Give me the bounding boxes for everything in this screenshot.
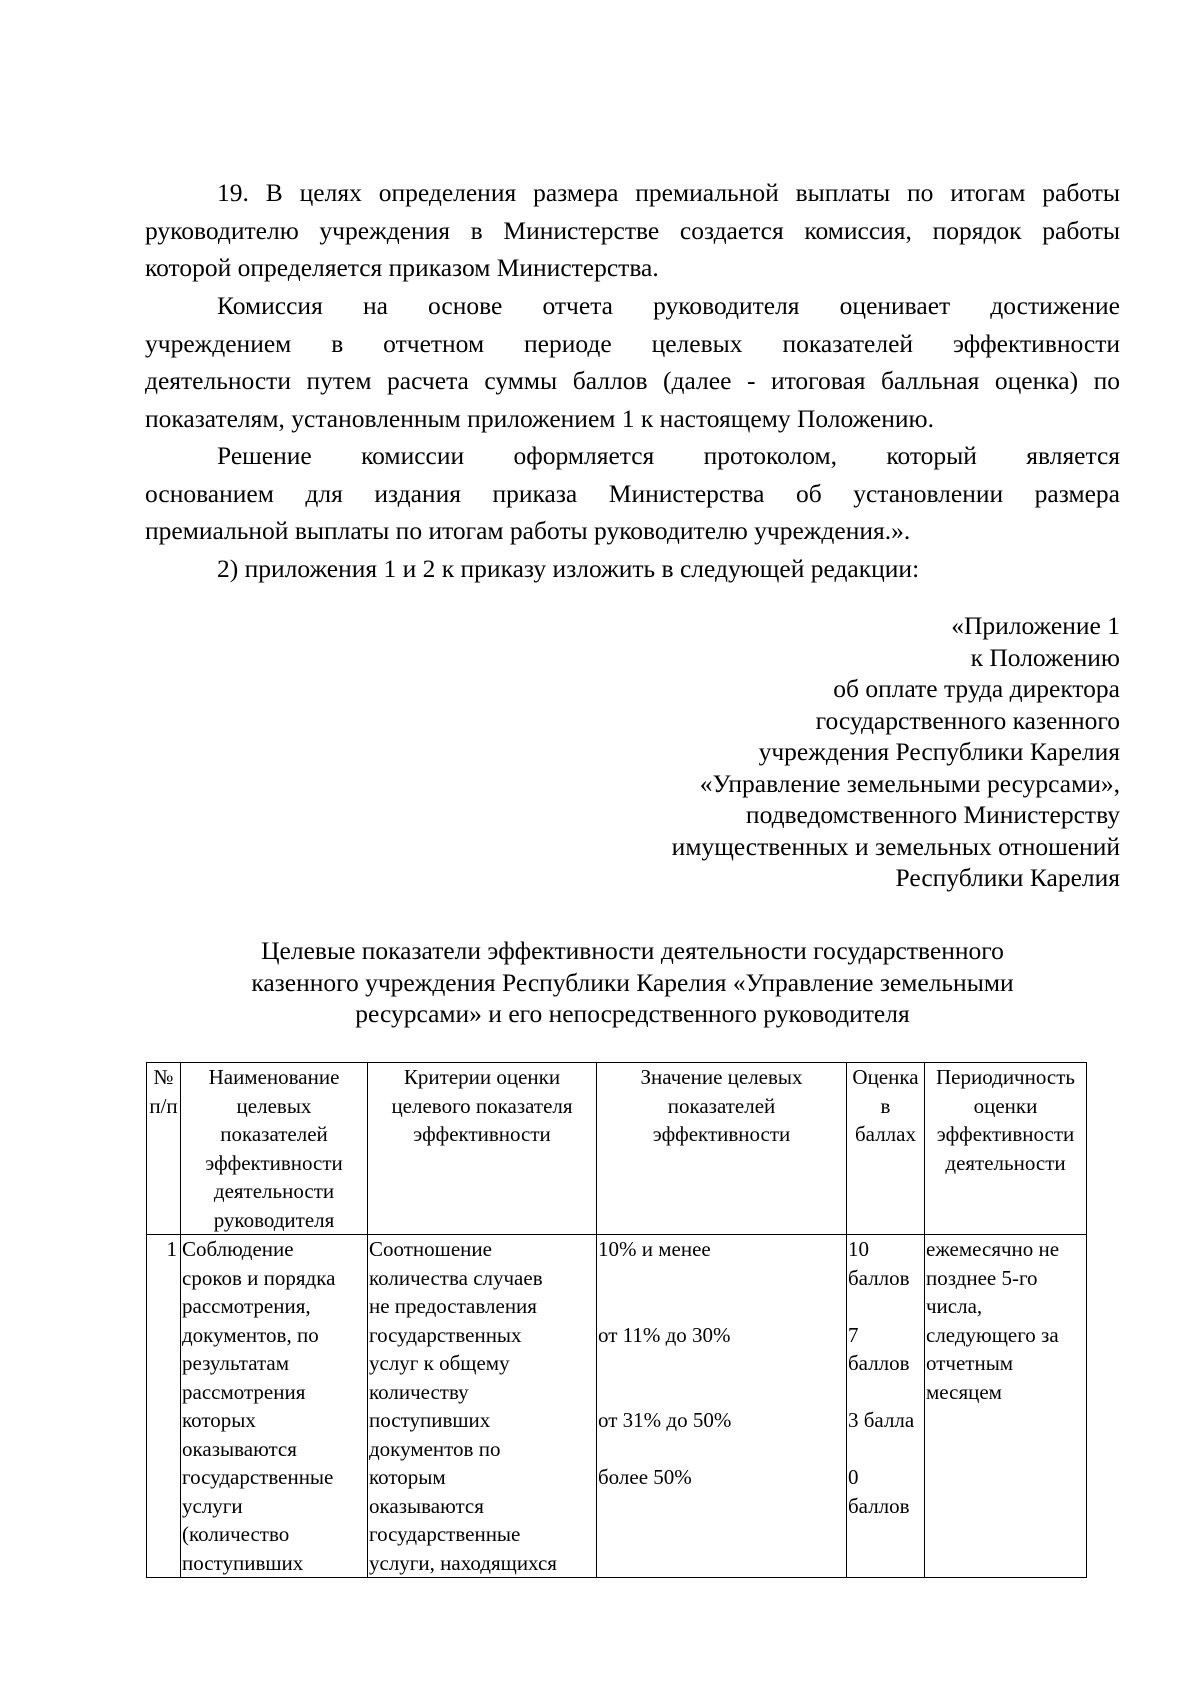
appendix-line: учреждения Республики Карелия (758, 737, 1120, 766)
appendix-line: «Приложение 1 (951, 611, 1120, 640)
text-line: показателям, установленным приложением 1 к настоящему Положению. (145, 403, 934, 433)
row-values: 10% и менее от 11% до 30% от 31% до 50% более 50% (597, 1235, 847, 1578)
row-number: 1 (147, 1235, 181, 1578)
text-line: руководителю учреждения в Министерстве создается комиссия, порядок работы (145, 215, 1120, 245)
header-criteria: Критерии оценки целевого показателя эффективности (368, 1063, 597, 1235)
title-line: казенного учреждения Республики Карелия «Управление земельными (251, 967, 1014, 997)
text-line: Решение комиссии оформляется протоколом, который является (217, 441, 1120, 470)
text-line: учреждением в отчетном периоде целевых показателей эффективности (145, 328, 1120, 358)
title-line: ресурсами» и его непосредственного руководителя (355, 999, 910, 1028)
table-title (145, 935, 1120, 1030)
paragraph-19 (145, 174, 1120, 287)
header-indicator-name: Наименование целевых показателей эффективности деятельности руководителя (181, 1063, 368, 1235)
header-periodicity: Периодичность оценки эффективности деятельности (925, 1063, 1087, 1235)
paragraph-decision (145, 437, 1120, 550)
text-line: которой определяется приказом Министерства. (145, 253, 659, 282)
text-line: Комиссия на основе отчета руководителя оценивает достижение (217, 291, 1120, 320)
appendix-line: об оплате труда директора (833, 674, 1120, 703)
header-score: Оценка в баллах (847, 1063, 925, 1235)
row-indicator-name: Соблюдение сроков и порядка рассмотрения, документов, по результатам рассмотрения которых оказываются государственные услуги (количество поступивших (181, 1235, 368, 1578)
text-line: 19. В целях определения размера премиальной выплаты по итогам работы (217, 178, 1120, 207)
text-line: основанием для издания приказа Министерства об установлении размера (145, 478, 1120, 508)
paragraph-item-2 (145, 550, 1120, 588)
row-periodicity: ежемесячно не позднее 5-го числа, следующего за отчетным месяцем (925, 1235, 1087, 1578)
appendix-line: подведомственного Министерству (745, 800, 1120, 829)
appendix-line: к Положению (970, 642, 1120, 672)
table-header-row (147, 1063, 1087, 1235)
text-line: деятельности путем расчета суммы баллов (далее - итоговая балльная оценка) по (145, 366, 1120, 395)
indicators-table (146, 1062, 1087, 1578)
header-values: Значение целевых показателей эффективности (597, 1063, 847, 1235)
appendix-header (672, 610, 1120, 894)
row-criteria: Соотношение количества случаев не предоставления государственных услуг к общему количеству поступивших документов по которым оказываются государственные услуги, находящихся (368, 1235, 597, 1578)
table-row (147, 1235, 1087, 1578)
appendix-line: «Управление земельными ресурсами», (699, 768, 1120, 798)
title-line: Целевые показатели эффективности деятельности государственного (261, 936, 1004, 965)
paragraph-commission (145, 287, 1120, 437)
row-score: 10 баллов 7 баллов 3 балла 0 баллов (847, 1235, 925, 1578)
appendix-line: государственного казенного (815, 705, 1120, 735)
appendix-line: имущественных и земельных отношений (671, 831, 1120, 861)
text-line: премиальной выплаты по итогам работы руководителю учреждения.». (145, 516, 911, 545)
header-number: № п/п (147, 1063, 181, 1235)
text-line: 2) приложения 1 и 2 к приказу изложить в следующей редакции: (217, 554, 920, 583)
appendix-line: Республики Карелия (895, 863, 1120, 892)
